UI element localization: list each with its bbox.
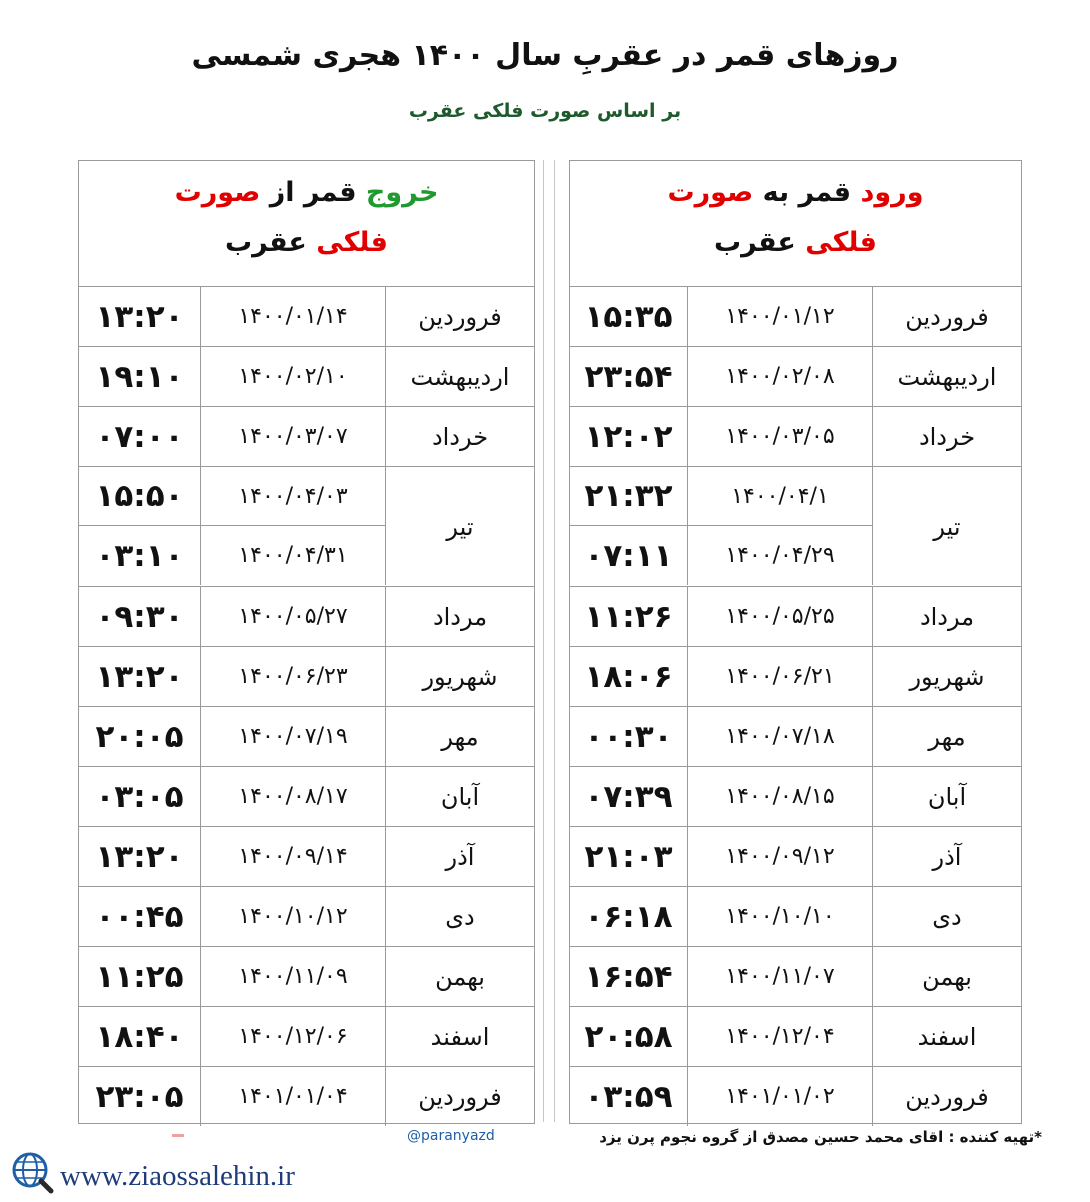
time-cell: ۰۹:۳۰	[79, 587, 201, 646]
date-cell: ۱۴۰۰/۰۲/۰۸	[688, 347, 873, 406]
header-word: به	[762, 177, 790, 208]
time-cell: ۲۳:۵۴	[570, 347, 688, 406]
page-subtitle: بر اساس صورت فلکی عقرب	[408, 100, 682, 122]
table-row	[79, 887, 534, 947]
month-cell: اسفند	[430, 1022, 490, 1051]
table-row	[570, 1067, 1021, 1126]
month-cell: اردیبهشت	[410, 362, 510, 391]
time-cell: ۰۶:۱۸	[570, 887, 688, 946]
time-cell: ۱۸:۴۰	[79, 1007, 201, 1066]
time-cell: ۲۱:۳۲	[570, 467, 688, 526]
time-cell: ۰۰:۴۵	[79, 887, 201, 946]
time-cell: ۱۸:۰۶	[570, 647, 688, 706]
website-link[interactable]	[10, 1150, 295, 1202]
date-cell: ۱۴۰۰/۱۱/۰۹	[201, 947, 386, 1006]
time-cell: ۰۳:۱۰	[79, 526, 201, 585]
split-times	[79, 467, 201, 586]
decorative-mark	[172, 1134, 184, 1137]
time-cell: ۱۵:۵۰	[79, 467, 201, 526]
header-word: قمر	[303, 177, 357, 208]
entry-table	[569, 160, 1022, 1124]
table-row	[79, 1067, 534, 1126]
date-cell: ۱۴۰۱/۰۱/۰۲	[688, 1067, 873, 1126]
time-cell: ۰۳:۵۹	[570, 1067, 688, 1126]
table-row	[570, 287, 1021, 347]
month-cell: مهر	[928, 722, 966, 751]
table-row	[79, 707, 534, 767]
time-cell: ۰۰:۳۰	[570, 707, 688, 766]
split-times	[570, 467, 688, 586]
time-cell: ۲۱:۰۳	[570, 827, 688, 886]
time-cell: ۲۳:۰۵	[79, 1067, 201, 1126]
time-cell: ۱۵:۳۵	[570, 287, 688, 346]
header-word: قمر	[798, 177, 852, 208]
table-row	[79, 1007, 534, 1067]
month-cell: آبان	[440, 782, 480, 811]
header-word: صورت	[174, 177, 261, 208]
date-cell: ۱۴۰۰/۰۹/۱۴	[201, 827, 386, 886]
table-row	[79, 947, 534, 1007]
globe-magnifier-icon	[10, 1150, 60, 1202]
month-cell: فروردین	[905, 1082, 989, 1111]
header-word: خروج	[365, 177, 439, 208]
month-cell: دی	[445, 902, 475, 931]
date-cell: ۱۴۰۰/۰۸/۱۵	[688, 767, 873, 826]
table-row	[570, 887, 1021, 947]
time-cell: ۲۰:۰۵	[79, 707, 201, 766]
table-row	[79, 407, 534, 467]
table-row	[570, 767, 1021, 827]
header-word: ورود	[860, 177, 924, 208]
date-cell: ۱۴۰۰/۰۸/۱۷	[201, 767, 386, 826]
month-cell: شهریور	[422, 662, 498, 691]
date-cell: ۱۴۰۰/۰۱/۱۴	[201, 287, 386, 346]
time-cell: ۱۳:۲۰	[79, 647, 201, 706]
month-cell: تیر	[933, 512, 961, 541]
month-cell: اردیبهشت	[897, 362, 997, 391]
month-cell: خرداد	[918, 422, 976, 451]
month-cell: آذر	[932, 842, 962, 871]
exit-table-header	[79, 161, 534, 287]
date-cell: ۱۴۰۰/۰۴/۱	[688, 467, 873, 526]
date-cell: ۱۴۰۰/۰۷/۱۹	[201, 707, 386, 766]
time-cell: ۰۷:۳۹	[570, 767, 688, 826]
header-word: عقرب	[225, 227, 307, 259]
header-word: فلکی	[316, 227, 388, 259]
time-cell: ۱۱:۲۵	[79, 947, 201, 1006]
month-cell: آذر	[445, 842, 475, 871]
header-word: از	[269, 177, 295, 208]
time-cell: ۱۳:۲۰	[79, 827, 201, 886]
time-cell: ۱۹:۱۰	[79, 347, 201, 406]
header-word: صورت	[667, 177, 754, 208]
page-title: روزهای قمر در عقربِ سال ۱۴۰۰ هجری شمسی	[191, 38, 899, 73]
time-cell: ۰۷:۰۰	[79, 407, 201, 466]
table-row	[79, 287, 534, 347]
table-row	[570, 467, 1021, 587]
exit-table	[78, 160, 535, 1124]
entry-table-header	[570, 161, 1021, 287]
website-url: www.ziaossalehin.ir	[60, 1159, 295, 1192]
date-cell: ۱۴۰۰/۰۳/۰۷	[201, 407, 386, 466]
header-word: فلکی	[805, 227, 877, 259]
time-cell: ۱۳:۲۰	[79, 287, 201, 346]
date-cell: ۱۴۰۰/۰۲/۱۰	[201, 347, 386, 406]
social-handle: @paranyazd	[407, 1128, 495, 1144]
month-cell: مرداد	[432, 602, 488, 631]
date-cell: ۱۴۰۰/۰۵/۲۷	[201, 587, 386, 646]
month-cell: دی	[932, 902, 962, 931]
table-row	[570, 947, 1021, 1007]
table-row	[570, 407, 1021, 467]
date-cell: ۱۴۰۰/۰۹/۱۲	[688, 827, 873, 886]
divider	[543, 160, 544, 1122]
author-note: *تهیه کننده : اقای محمد حسین مصدق از گروه نجوم پرن یزد	[599, 1128, 1042, 1146]
month-cell: اسفند	[917, 1022, 977, 1051]
table-row	[79, 347, 534, 407]
month-cell: خرداد	[431, 422, 489, 451]
table-row	[79, 587, 534, 647]
date-cell: ۱۴۰۰/۰۵/۲۵	[688, 587, 873, 646]
month-cell: شهریور	[909, 662, 985, 691]
entry-rows	[570, 287, 1021, 1126]
table-row	[79, 827, 534, 887]
month-cell: فروردین	[418, 1082, 502, 1111]
date-cell: ۱۴۰۰/۰۶/۲۳	[201, 647, 386, 706]
date-cell: ۱۴۰۰/۱۲/۰۶	[201, 1007, 386, 1066]
divider	[554, 160, 555, 1122]
date-cell: ۱۴۰۰/۰۷/۱۸	[688, 707, 873, 766]
table-row	[79, 467, 534, 587]
month-cell: فروردین	[418, 302, 502, 331]
time-cell: ۰۳:۰۵	[79, 767, 201, 826]
date-cell: ۱۴۰۰/۰۴/۲۹	[688, 526, 873, 585]
date-cell: ۱۴۰۰/۰۱/۱۲	[688, 287, 873, 346]
table-row	[570, 647, 1021, 707]
date-cell: ۱۴۰۰/۰۳/۰۵	[688, 407, 873, 466]
date-cell: ۱۴۰۰/۱۲/۰۴	[688, 1007, 873, 1066]
table-row	[570, 1007, 1021, 1067]
date-cell: ۱۴۰۰/۱۱/۰۷	[688, 947, 873, 1006]
split-dates	[201, 467, 386, 586]
table-row	[570, 347, 1021, 407]
table-row	[570, 827, 1021, 887]
table-row	[570, 587, 1021, 647]
table-row	[570, 707, 1021, 767]
month-cell: آبان	[927, 782, 967, 811]
time-cell: ۱۱:۲۶	[570, 587, 688, 646]
time-cell: ۱۲:۰۲	[570, 407, 688, 466]
time-cell: ۰۷:۱۱	[570, 526, 688, 585]
date-cell: ۱۴۰۰/۰۶/۲۱	[688, 647, 873, 706]
month-cell: تیر	[446, 512, 474, 541]
month-cell: فروردین	[905, 302, 989, 331]
date-cell: ۱۴۰۰/۱۰/۱۰	[688, 887, 873, 946]
month-cell: مرداد	[919, 602, 975, 631]
date-cell: ۱۴۰۰/۰۴/۰۳	[201, 467, 386, 526]
date-cell: ۱۴۰۰/۰۴/۳۱	[201, 526, 386, 585]
table-row	[79, 647, 534, 707]
time-cell: ۱۶:۵۴	[570, 947, 688, 1006]
month-cell: مهر	[441, 722, 479, 751]
date-cell: ۱۴۰۱/۰۱/۰۴	[201, 1067, 386, 1126]
month-cell: بهمن	[922, 962, 972, 991]
split-dates	[688, 467, 873, 586]
time-cell: ۲۰:۵۸	[570, 1007, 688, 1066]
header-word: عقرب	[714, 227, 796, 259]
exit-rows	[79, 287, 534, 1126]
date-cell: ۱۴۰۰/۱۰/۱۲	[201, 887, 386, 946]
month-cell: بهمن	[435, 962, 485, 991]
table-row	[79, 767, 534, 827]
